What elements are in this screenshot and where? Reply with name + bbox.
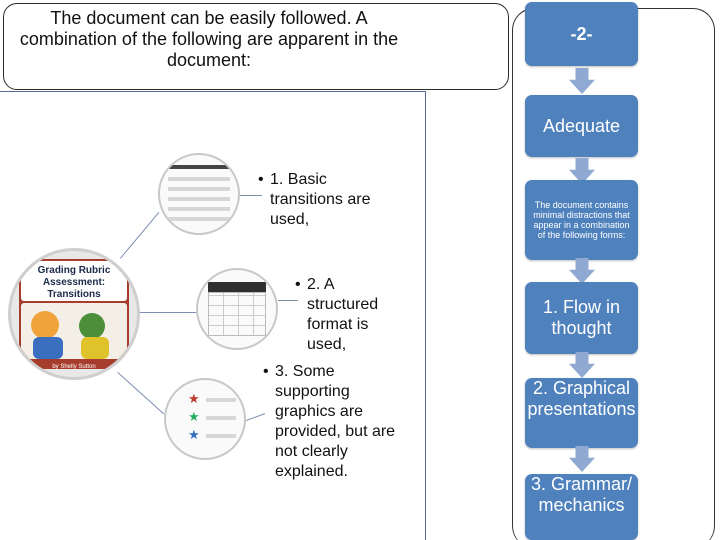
thumb-line [206,398,236,402]
page-number-box [525,2,638,66]
bullet-item [295,275,407,355]
flow-item-box [525,282,638,354]
connector-line [140,312,198,313]
description-box [525,180,638,260]
red-star-icon: ★ [188,391,200,406]
bullet-item [263,362,405,482]
bullet-marker: • [258,171,264,188]
description-text: The document contains minimal distractions that appear in a combination of the following forms: [533,200,630,240]
thumb-line [206,416,236,420]
flow-item-label: 3. Grammar/ mechanics [530,474,632,515]
page-number: -2- [570,23,593,44]
rubric-thumbnail-3 [164,378,246,460]
thumb-table-header [208,282,266,292]
connector-line [278,300,298,301]
thumb-line [168,187,230,191]
thumb-line [168,177,230,181]
rubric-thumbnail-1 [158,153,240,235]
rating-box [525,95,638,157]
bullet-marker: • [263,363,269,380]
connector-line [240,195,262,196]
child-right-body [81,337,109,359]
flow-item-box [525,378,638,448]
child-left-body [33,337,63,359]
thumb-line [168,197,230,201]
badge-title: Grading Rubric Assessment: Transitions [21,261,127,301]
thumb-line [168,207,230,211]
bullet-marker: • [295,276,301,293]
flow-item-box [525,474,638,540]
green-star-icon: ★ [188,409,200,424]
badge-credit: by Shelly Sutton [52,364,96,370]
bullet-text: 1. Basic transitions are used, [270,171,371,228]
thumb-line [206,434,236,438]
rubric-badge-image [8,248,140,380]
bullet-item [258,170,380,230]
thumb-table-grid [208,292,266,336]
rating-label: Adequate [542,115,621,136]
children-illustration [21,303,127,359]
child-right-head [79,313,105,339]
blue-star-icon: ★ [188,427,200,442]
flow-item-label: 2. Graphical presentations [527,378,636,419]
thumb-title-bar [168,165,230,169]
child-left-head [31,311,59,339]
flow-item-label: 1. Flow in thought [542,297,621,338]
flow-frame [512,8,715,540]
rubric-thumbnail-2 [196,268,278,350]
bullet-text: 3. Some supporting graphics are provided, but are not clearly explained. [275,363,396,480]
slide-heading: The document can be easily followed. A combination of the following are apparent in the document: [19,8,399,70]
thumb-line [168,217,230,221]
bullet-text: 2. A structured format is used, [307,276,379,353]
